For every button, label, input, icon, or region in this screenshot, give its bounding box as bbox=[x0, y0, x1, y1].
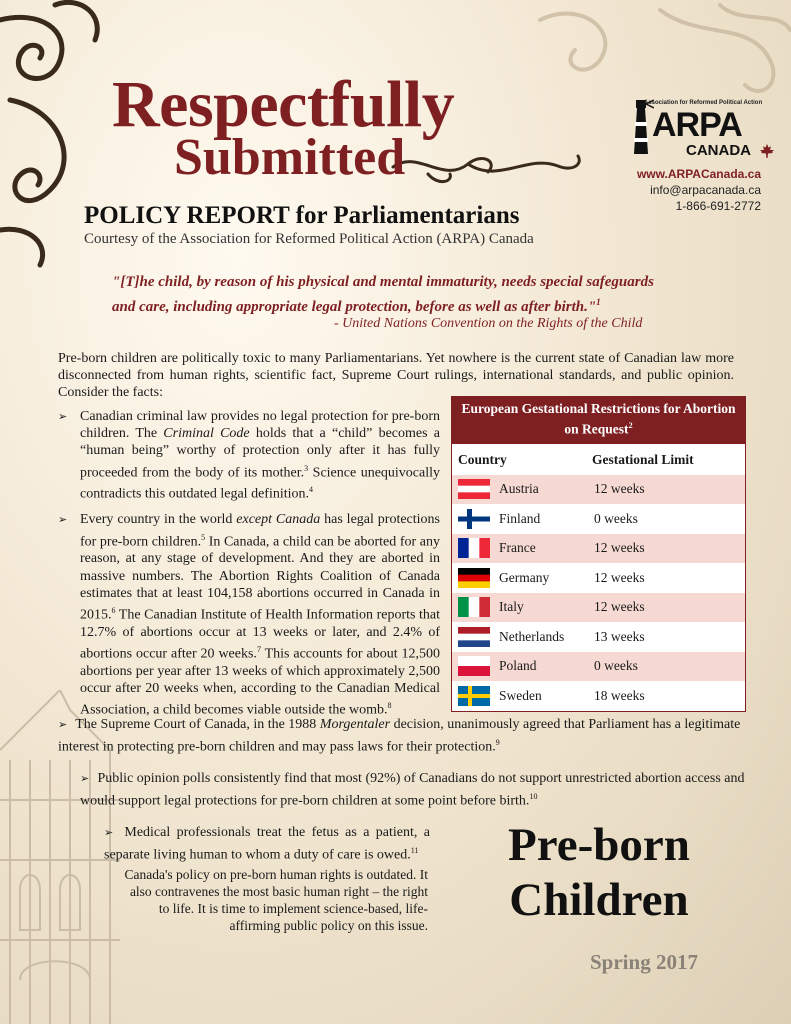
bullet-text-part: holds that a “child” becomes a “human being” worthy of protection only after it has fully proceeded from the body of its mother. bbox=[80, 426, 440, 481]
arrow-bullet-icon: ➢ bbox=[58, 718, 68, 731]
table-title bbox=[452, 397, 745, 444]
bullet-text-part: This accounts for about 12,500 abortions per year after 13 weeks of which approximately 2,500 occur after 20 weeks when, according to the Canadian Medical Association, a child becomes viable outside the womb. bbox=[80, 646, 440, 718]
limit-cell: 12 weeks bbox=[594, 599, 645, 615]
column-header-country: Country bbox=[458, 451, 507, 467]
bullet-item bbox=[58, 511, 440, 719]
bullet-text-part: decision, unanimously agreed that Parliament has a legitimate interest in protecting pre-born children and may pass laws for their protection. bbox=[58, 717, 741, 755]
table-body bbox=[452, 475, 745, 711]
bullet-text-part: Every country in the world bbox=[80, 512, 237, 528]
bullet-item-medical bbox=[104, 822, 430, 864]
table-row bbox=[452, 504, 745, 534]
germany-flag-icon bbox=[458, 568, 490, 588]
austria-flag-icon bbox=[458, 479, 490, 499]
limit-cell: 0 weeks bbox=[594, 510, 638, 526]
bullet-text-part: Medical professionals treat the fetus as a patient, a separate living human to whom a duty of care is owed. bbox=[104, 825, 430, 863]
bullet-item-public-opinion bbox=[80, 768, 746, 810]
phone-number: 1-866-691-2772 bbox=[675, 199, 761, 213]
table-row bbox=[452, 681, 745, 711]
logo-canada-text: CANADA bbox=[686, 142, 751, 159]
footnote-ref: 5 bbox=[201, 532, 206, 542]
arrow-bullet-icon: ➢ bbox=[58, 513, 68, 527]
bullet-text-part: Canadian criminal law provides no legal protection for pre-born children. The bbox=[80, 409, 440, 442]
topic-title bbox=[508, 818, 690, 928]
issue-date: Spring 2017 bbox=[590, 950, 698, 974]
quote-source: - United Nations Convention on the Rights of the Child bbox=[334, 316, 643, 331]
footnote-ref: 10 bbox=[529, 791, 538, 801]
report-title-line2: Submitted bbox=[174, 129, 406, 186]
un-quote bbox=[112, 272, 672, 317]
sweden-flag-icon bbox=[458, 686, 490, 706]
table-row bbox=[452, 534, 745, 564]
topic-title-line1: Pre-born bbox=[508, 819, 690, 871]
bullet-text-part: The Canadian Institute of Health Information reports that 12.7% of abortions occur at 13 weeks or later, and 2.4% of abortions occur after 20 weeks. bbox=[80, 607, 440, 662]
facts-list-left bbox=[58, 408, 440, 727]
bullet-emphasis: Morgentaler bbox=[319, 717, 391, 732]
bullet-item bbox=[58, 408, 440, 503]
website-link[interactable]: www.ARPACanada.ca bbox=[636, 167, 761, 181]
bullet-emphasis: except Canada bbox=[236, 512, 321, 528]
bullet-text bbox=[80, 408, 440, 503]
quote-text: "[T]he child, by reason of his physical and mental immaturity, needs special safeguards and care, including appropriate legal protection, before as well as after birth." bbox=[112, 274, 654, 315]
gestational-limits-table bbox=[451, 396, 746, 712]
footnote-ref: 3 bbox=[304, 463, 309, 473]
report-title-line1: Respectfully bbox=[112, 68, 455, 141]
footnote-ref: 8 bbox=[387, 701, 392, 711]
limit-cell: 13 weeks bbox=[594, 628, 645, 644]
bullet-text-part: In Canada, a child can be aborted for any reason, at any stage of development. And they are aborted in massive numbers. The Abortion Rights Coalition of Canada estimates that at least 104,158 abortions occurred in Canada in 2015. bbox=[80, 534, 440, 623]
footnote-ref: 2 bbox=[628, 421, 633, 430]
bullet-text bbox=[80, 511, 440, 719]
courtesy-line: Courtesy of the Association for Reformed Political Action (ARPA) Canada bbox=[84, 231, 534, 247]
limit-cell: 12 weeks bbox=[594, 481, 645, 497]
bullet-text-part: has legal protections for pre-born children. bbox=[80, 512, 440, 550]
logo-association-text: Association for Reformed Political Action bbox=[644, 100, 763, 106]
logo-arpa-text: ARPA bbox=[652, 106, 742, 144]
column-header-limit: Gestational Limit bbox=[592, 451, 694, 467]
limit-cell: 12 weeks bbox=[594, 540, 645, 556]
poland-flag-icon bbox=[458, 656, 490, 676]
arrow-bullet-icon: ➢ bbox=[104, 826, 114, 839]
country-cell: Austria bbox=[499, 481, 539, 497]
table-header-row bbox=[452, 444, 745, 475]
footnote-ref: 6 bbox=[111, 606, 116, 615]
italy-flag-icon bbox=[458, 597, 490, 617]
bullet-text-part: Science unequivocally contradicts this outdated legal definition. bbox=[80, 465, 441, 503]
footnote-ref: 9 bbox=[495, 737, 500, 747]
arrow-bullet-icon: ➢ bbox=[80, 772, 90, 785]
limit-cell: 0 weeks bbox=[594, 658, 638, 674]
lighthouse-icon bbox=[628, 98, 654, 156]
contact-info bbox=[637, 166, 761, 214]
policy-report-heading: POLICY REPORT for Parliamentarians bbox=[84, 202, 520, 229]
email-link[interactable]: info@arpacanada.ca bbox=[650, 183, 761, 197]
table-row bbox=[452, 563, 745, 593]
title-ornament bbox=[388, 144, 588, 190]
country-cell: France bbox=[499, 540, 536, 556]
table-row bbox=[452, 475, 745, 505]
topic-title-line2: Children bbox=[509, 874, 689, 926]
country-cell: Poland bbox=[499, 658, 537, 674]
closing-paragraph: Canada's policy on pre-born human rights is outdated. It also contravenes the most basic human right – the right to life. It is time to implement science-based, life-affirming public policy on this issue. bbox=[124, 867, 428, 933]
country-cell: Italy bbox=[499, 599, 524, 615]
table-row bbox=[452, 622, 745, 652]
arrow-bullet-icon: ➢ bbox=[58, 410, 68, 423]
maple-leaf-icon bbox=[760, 144, 774, 158]
limit-cell: 18 weeks bbox=[594, 687, 645, 703]
country-cell: Germany bbox=[499, 569, 550, 585]
quote-footnote-ref: 1 bbox=[596, 297, 601, 307]
limit-cell: 12 weeks bbox=[594, 569, 645, 585]
bullet-text-part: The Supreme Court of Canada, in the 1988 bbox=[75, 717, 320, 732]
bullet-item-supreme-court bbox=[58, 714, 748, 756]
footnote-ref: 4 bbox=[309, 485, 313, 495]
finland-flag-icon bbox=[458, 509, 490, 529]
footnote-ref: 7 bbox=[256, 645, 261, 655]
bullet-emphasis: Criminal Code bbox=[163, 426, 250, 442]
country-cell: Finland bbox=[499, 510, 541, 526]
france-flag-icon bbox=[458, 538, 490, 558]
table-row bbox=[452, 652, 745, 682]
arpa-logo bbox=[620, 92, 780, 162]
footnote-ref: 11 bbox=[410, 845, 419, 855]
table-row bbox=[452, 593, 745, 623]
country-cell: Netherlands bbox=[499, 628, 565, 644]
netherlands-flag-icon bbox=[458, 627, 490, 647]
intro-paragraph: Pre-born children are politically toxic to many Parliamentarians. Yet nowhere is the current state of Canadian law more disconnected from human rights, scientific fact, Supreme Court rulings, international standards, and public opinion. Consider the facts: bbox=[58, 351, 734, 400]
country-cell: Sweden bbox=[499, 687, 542, 703]
bullet-text-part: Public opinion polls consistently find that most (92%) of Canadians do not support unrestricted abortion access and would support legal protections for pre-born children at some point before birth. bbox=[80, 771, 745, 809]
table-title-text: European Gestational Restrictions for Abortion on Request bbox=[461, 401, 736, 437]
